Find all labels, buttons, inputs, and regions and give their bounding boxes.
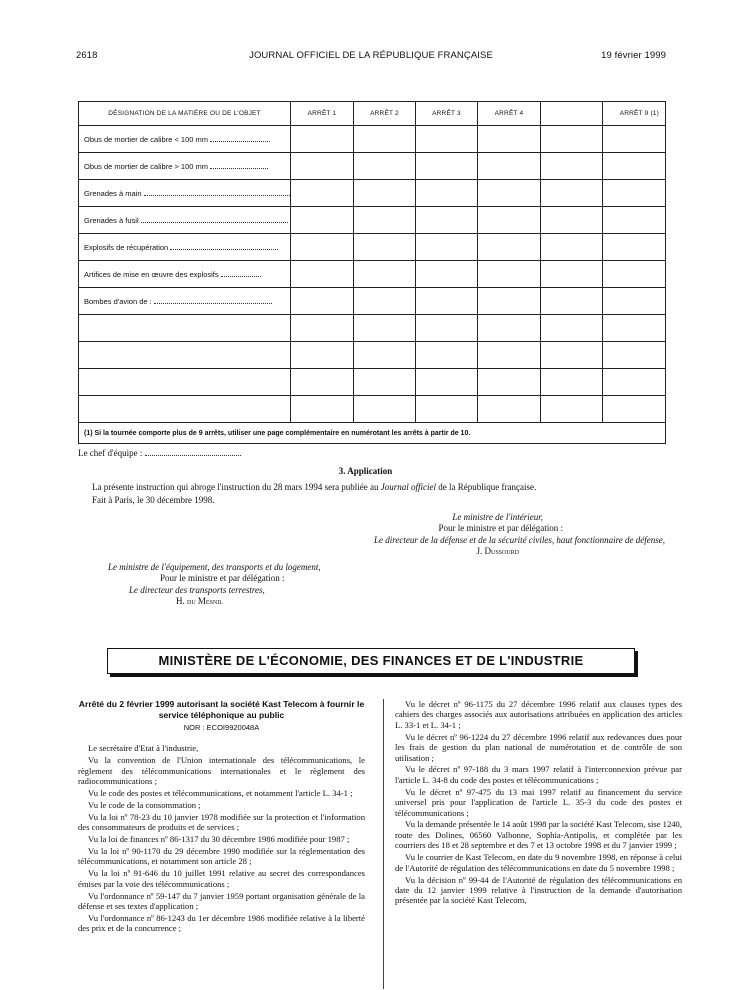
- row-label-text: Artifices de mise en œuvre des explosifs: [84, 269, 219, 279]
- column-divider: [383, 699, 384, 989]
- signature2-delegation: Pour le ministre et par délégation :: [160, 573, 285, 583]
- table-cell: [603, 207, 666, 234]
- right-paragraphs: [395, 699, 682, 906]
- table-cell: [603, 180, 666, 207]
- table-cell: [354, 234, 416, 261]
- table-cell: [416, 207, 478, 234]
- ministry-banner: MINISTÈRE DE L'ÉCONOMIE, DES FINANCES ET DE L'INDUSTRIE: [107, 648, 635, 674]
- row-label: [79, 396, 291, 423]
- column-header: ARRÊT 3: [416, 102, 478, 126]
- fill-dots: [154, 297, 272, 304]
- table-cell: [354, 396, 416, 423]
- table-cell: [478, 126, 541, 153]
- table-row: [79, 234, 666, 261]
- table-cell: [416, 369, 478, 396]
- chef-label: Le chef d'équipe :: [78, 448, 143, 458]
- table-row: [79, 396, 666, 423]
- row-label: [79, 369, 291, 396]
- table-cell: [354, 342, 416, 369]
- section-heading: 3. Application: [338, 466, 393, 476]
- table-header-row: [79, 102, 666, 126]
- right-column: [395, 699, 682, 907]
- table-cell: [354, 315, 416, 342]
- inventory-table: [78, 101, 666, 444]
- table-cell: [478, 369, 541, 396]
- table-cell: [603, 261, 666, 288]
- journal-name: Journal officiel: [380, 482, 437, 492]
- table-cell: [478, 342, 541, 369]
- signature1-title: Le ministre de l'intérieur,: [452, 512, 543, 522]
- table-row: [79, 288, 666, 315]
- table-cell: [603, 288, 666, 315]
- table-cell: [291, 261, 354, 288]
- table-cell: [541, 261, 603, 288]
- table-cell: [416, 342, 478, 369]
- paragraph: Vu la loi nº 78-23 du 10 janvier 1978 modifiée sur la protection et l'information des consommateurs de produits et de services ;: [78, 811, 365, 833]
- table-cell: [541, 369, 603, 396]
- row-label-text: Explosifs de récupération: [84, 242, 169, 252]
- table-row: [79, 315, 666, 342]
- table-cell: [603, 369, 666, 396]
- row-label-text: Bombes d'avion de :: [84, 296, 152, 306]
- row-label: [79, 126, 291, 153]
- fill-dots: [210, 162, 268, 169]
- table-cell: [478, 396, 541, 423]
- table-cell: [416, 288, 478, 315]
- paragraph: Vu le courrier de Kast Telecom, en date du 9 novembre 1998, en réponse à celui de l'Autorité de régulation des télécommunications en date du 5 novembre 1998 ;: [395, 852, 682, 873]
- decree-title: Arrêté du 2 février 1999 autorisant la société Kast Telecom à fournir le service téléphonique au public: [78, 699, 365, 720]
- paragraph: Vu la loi nº 90-1170 du 29 décembre 1990 modifiée sur la réglementation des télécommunications, et notamment son article 28 ;: [78, 846, 365, 867]
- paragraph: Vu le code de la consommation ;: [88, 799, 201, 810]
- paragraph: Le secrétaire d'Etat à l'industrie,: [88, 743, 199, 754]
- table-cell: [354, 369, 416, 396]
- row-label: [79, 234, 291, 261]
- table-cell: [478, 207, 541, 234]
- fill-dots: [210, 135, 270, 142]
- fill-dots: [221, 270, 261, 277]
- row-label-text: Obus de mortier de calibre > 100 mm: [84, 161, 209, 171]
- fill-dots: [144, 189, 290, 196]
- signature1-role: Le directeur de la défense et de la sécurité civiles, haut fonctionnaire de défense,: [374, 535, 665, 545]
- table-cell: [478, 261, 541, 288]
- column-header: ARRÊT 2: [354, 102, 416, 126]
- table-cell: [354, 207, 416, 234]
- table-cell: [478, 288, 541, 315]
- table-cell: [541, 180, 603, 207]
- table-cell: [603, 126, 666, 153]
- row-label: [79, 342, 291, 369]
- table-cell: [416, 315, 478, 342]
- row-label: [79, 261, 291, 288]
- table-cell: [291, 234, 354, 261]
- signature2-role: Le directeur des transports terrestres,: [129, 585, 265, 595]
- journal-title: JOURNAL OFFICIEL DE LA RÉPUBLIQUE FRANÇAISE: [249, 50, 493, 61]
- table-row: [79, 207, 666, 234]
- table-footnote: (1) Si la tournée comporte plus de 9 arrêts, utiliser une page complémentaire en numérotant les arrêts à partir de 10.: [79, 423, 666, 444]
- signing-place-date: Fait à Paris, le 30 décembre 1998.: [92, 495, 215, 505]
- table-row: [79, 261, 666, 288]
- paragraph: Vu le code des postes et télécommunications, et notamment l'article L. 34-1 ;: [88, 788, 353, 799]
- table-cell: [354, 288, 416, 315]
- table-row: [79, 180, 666, 207]
- table-cell: [416, 153, 478, 180]
- table-cell: [541, 396, 603, 423]
- table-cell: [603, 153, 666, 180]
- table-cell: [603, 234, 666, 261]
- paragraph: Vu le décret nº 96-1175 du 27 décembre 1996 relatif aux clauses types des cahiers des charges associés aux autorisations attribuées en application des articles L. 33-1 et L. 34-1 ;: [395, 699, 682, 730]
- table-cell: [354, 126, 416, 153]
- publication-date: 19 février 1999: [601, 50, 666, 61]
- row-label: [79, 288, 291, 315]
- paragraph: Vu la convention de l'Union internationale des télécommunications, le règlement des télécommunications internationales et le règlement des radiocommunications ;: [78, 755, 365, 787]
- table-row: [79, 369, 666, 396]
- table-cell: [354, 180, 416, 207]
- fill-dots: [145, 449, 241, 456]
- table-cell: [478, 315, 541, 342]
- signature2-title: Le ministre de l'équipement, des transports et du logement,: [108, 562, 321, 572]
- signature1-delegation: Pour le ministre et par délégation :: [438, 523, 563, 533]
- row-label-text: Grenades à main: [84, 188, 142, 198]
- row-label: [79, 153, 291, 180]
- signature1-name: J. Dussourd: [476, 546, 519, 556]
- table-cell: [478, 234, 541, 261]
- table-cell: [291, 153, 354, 180]
- left-paragraphs: [78, 743, 365, 933]
- table-footnote-row: [79, 423, 666, 444]
- table-cell: [603, 396, 666, 423]
- table-cell: [541, 126, 603, 153]
- table-cell: [291, 396, 354, 423]
- table-cell: [541, 207, 603, 234]
- table-cell: [291, 315, 354, 342]
- fill-dots: [141, 216, 288, 223]
- table-cell: [354, 261, 416, 288]
- table-cell: [291, 369, 354, 396]
- column-header: DÉSIGNATION DE LA MATIÈRE OU DE L'OBJET: [79, 102, 291, 126]
- page-header: [76, 50, 666, 64]
- paragraph: Vu l'ordonnance nº 86-1243 du 1er décembre 1986 modifiée relative à la liberté des prix et de la concurrence ;: [78, 913, 365, 934]
- row-label: [79, 315, 291, 342]
- table-cell: [541, 153, 603, 180]
- column-header: ARRÊT 1: [291, 102, 354, 126]
- paragraph: Vu l'ordonnance nº 59-147 du 7 janvier 1959 portant organisation générale de la défense et ses textes d'application ;: [78, 890, 365, 912]
- table-row: [79, 126, 666, 153]
- paragraph: Vu le décret nº 97-475 du 13 mai 1997 relatif au financement du service universel pris pour l'application de l'article L. 35-3 du code des postes et télécommunications ;: [395, 786, 682, 818]
- section-paragraph: [92, 482, 652, 494]
- table-cell: [416, 180, 478, 207]
- table-cell: [416, 126, 478, 153]
- table-cell: [603, 342, 666, 369]
- nor-reference: NOR : ECOI9920048A: [183, 723, 260, 732]
- left-column: [78, 699, 365, 935]
- chef-line: [78, 448, 241, 460]
- table-cell: [603, 315, 666, 342]
- row-label-text: Grenades à fusil: [84, 215, 139, 225]
- table-cell: [541, 342, 603, 369]
- page-number: 2618: [76, 50, 98, 61]
- table-row: [79, 153, 666, 180]
- signature2-name: H. du Mesnil: [176, 596, 223, 606]
- row-label-text: Obus de mortier de calibre < 100 mm: [84, 134, 209, 144]
- row-label: [79, 207, 291, 234]
- table-row: [79, 342, 666, 369]
- column-header: [541, 102, 603, 126]
- fill-dots: [170, 243, 278, 250]
- text-run: La présente instruction qui abroge l'instruction du 28 mars 1994 sera publiée au: [92, 482, 381, 492]
- paragraph: Vu le décret nº 96-1224 du 27 décembre 1996 relatif aux redevances dues pour les frais de gestion du plan national de numérotation et de contrôle de son utilisation ;: [395, 731, 682, 763]
- table-cell: [291, 207, 354, 234]
- table-cell: [416, 396, 478, 423]
- paragraph: Vu la décision nº 99-44 de l'Autorité de régulation des télécommunications en date du 12 janvier 1999 relative à l'instruction de la demande d'autorisation présentée par la société Kast Telecom,: [395, 874, 682, 906]
- paragraph: Vu le décret nº 97-188 du 3 mars 1997 relatif à l'interconnexion prévue par l'article L. 34-8 du code des postes et télécommunications ;: [395, 764, 682, 785]
- table-cell: [541, 288, 603, 315]
- table-cell: [478, 180, 541, 207]
- column-header: ARRÊT 9 (1): [603, 102, 666, 126]
- row-label: [79, 180, 291, 207]
- table-cell: [291, 126, 354, 153]
- paragraph: Vu la loi de finances nº 86-1317 du 30 décembre 1986 modifiée pour 1987 ;: [88, 834, 350, 845]
- paragraph: Vu la loi nº 91-646 du 10 juillet 1991 relative au secret des correspondances émises par la voie des télécommunications ;: [78, 868, 365, 889]
- table-cell: [541, 315, 603, 342]
- text-run: de la République française.: [436, 482, 537, 492]
- paragraph: Vu la demande présentée le 14 août 1998 par la société Kast Telecom, sise 1240, route des Dolines, 06560 Valbonne, Sophia-Antipolis, et complétée par les courriers des 18 et 28 septembre et des 7 et 13 octobre 1998 et du 7 janvier 1999 ;: [395, 819, 682, 851]
- column-header: ARRÊT 4: [478, 102, 541, 126]
- table-cell: [478, 153, 541, 180]
- table-cell: [291, 342, 354, 369]
- table-cell: [541, 234, 603, 261]
- table-cell: [291, 180, 354, 207]
- table-cell: [291, 288, 354, 315]
- table-cell: [354, 153, 416, 180]
- table-cell: [416, 261, 478, 288]
- table-cell: [416, 234, 478, 261]
